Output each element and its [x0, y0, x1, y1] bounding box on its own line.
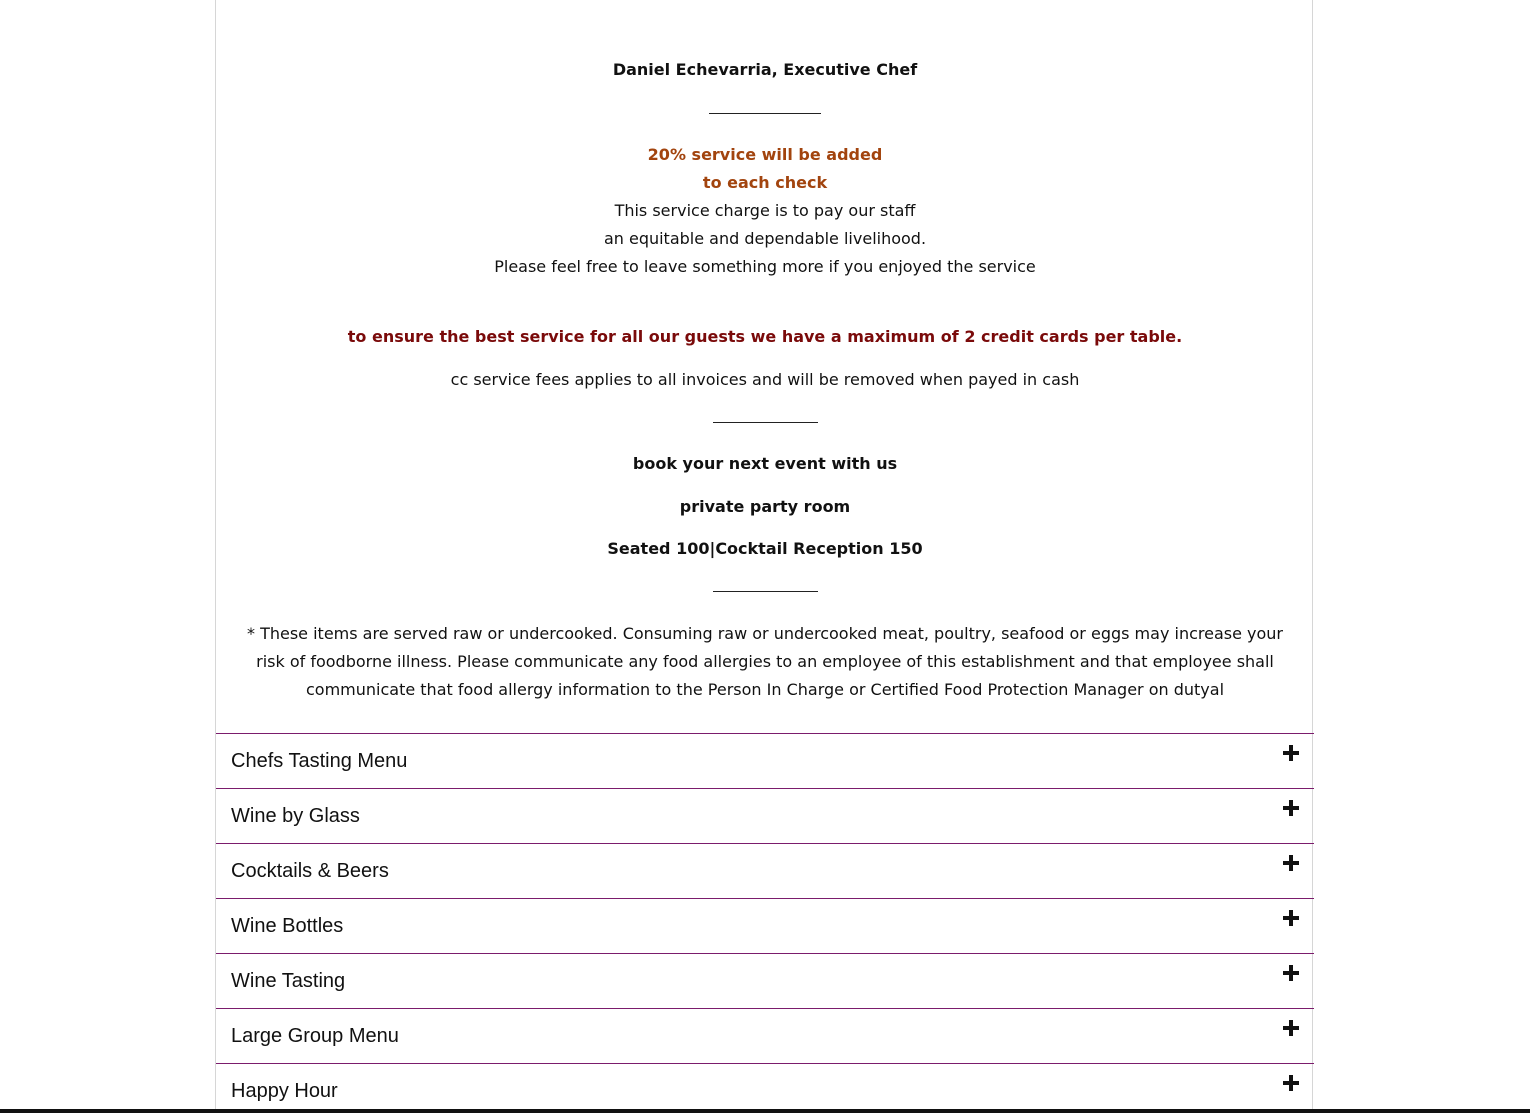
plus-icon[interactable]	[1282, 1074, 1300, 1092]
accordion-item-cocktails-beers[interactable]	[216, 843, 1314, 898]
accordion-item-label: Wine Bottles	[231, 915, 344, 937]
separator-3	[216, 578, 1314, 598]
accordion-item-label: Chefs Tasting Menu	[231, 750, 408, 772]
service-charge-text-1: This service charge is to pay our staff	[614, 201, 916, 220]
accordion-item-label: Happy Hour	[231, 1080, 338, 1102]
accordion-item-happy-hour[interactable]	[216, 1063, 1314, 1113]
accordion-item-label: Wine Tasting	[231, 970, 346, 992]
separator-1	[216, 100, 1314, 120]
accordion-item-chefs-tasting-menu[interactable]	[216, 733, 1314, 788]
book-event-heading: book your next event with us	[632, 454, 898, 473]
service-charge-subheading: to each check	[702, 173, 828, 192]
plus-icon[interactable]	[1282, 964, 1300, 982]
room-capacity: Seated 100|Cocktail Reception 150	[607, 539, 923, 558]
accordion-item-label: Cocktails & Beers	[231, 860, 389, 882]
plus-icon[interactable]	[1282, 909, 1300, 927]
cc-fees-notice: cc service fees applies to all invoices and will be removed when payed in cash	[450, 370, 1080, 389]
private-room-label: private party room	[679, 497, 851, 516]
credit-card-limit-notice: to ensure the best service for all our guests we have a maximum of 2 credit cards per table.	[347, 327, 1183, 346]
plus-icon[interactable]	[1282, 1019, 1300, 1037]
plus-icon[interactable]	[1282, 854, 1300, 872]
raw-food-disclaimer: * These items are served raw or undercooked. Consuming raw or undercooked meat, poultry, seafood or eggs may increase your risk of foodborne illness. Please communicate any food allergies to an employee of this establishment and that employee shall communicate that food allergy information to the Person In Charge or Certified Food Protection Manager on dutyal	[247, 624, 1283, 699]
service-charge-heading: 20% service will be added	[647, 145, 883, 164]
bottom-edge-bar	[0, 1109, 1530, 1113]
plus-icon[interactable]	[1282, 799, 1300, 817]
accordion-item-label: Wine by Glass	[231, 805, 360, 827]
accordion-item-wine-bottles[interactable]	[216, 898, 1314, 953]
service-charge-text-2: an equitable and dependable livelihood.	[603, 229, 927, 248]
accordion-item-wine-by-glass[interactable]	[216, 788, 1314, 843]
accordion-item-label: Large Group Menu	[231, 1025, 399, 1047]
accordion-item-wine-tasting[interactable]	[216, 953, 1314, 1008]
separator-2	[216, 409, 1314, 429]
menu-panel	[215, 0, 1313, 1113]
service-charge-text-3: Please feel free to leave something more if you enjoyed the service	[494, 257, 1036, 276]
chef-name: Daniel Echevarria, Executive Chef	[612, 60, 918, 79]
menu-accordion	[216, 733, 1314, 1113]
plus-icon[interactable]	[1282, 744, 1300, 762]
accordion-item-large-group-menu[interactable]	[216, 1008, 1314, 1063]
